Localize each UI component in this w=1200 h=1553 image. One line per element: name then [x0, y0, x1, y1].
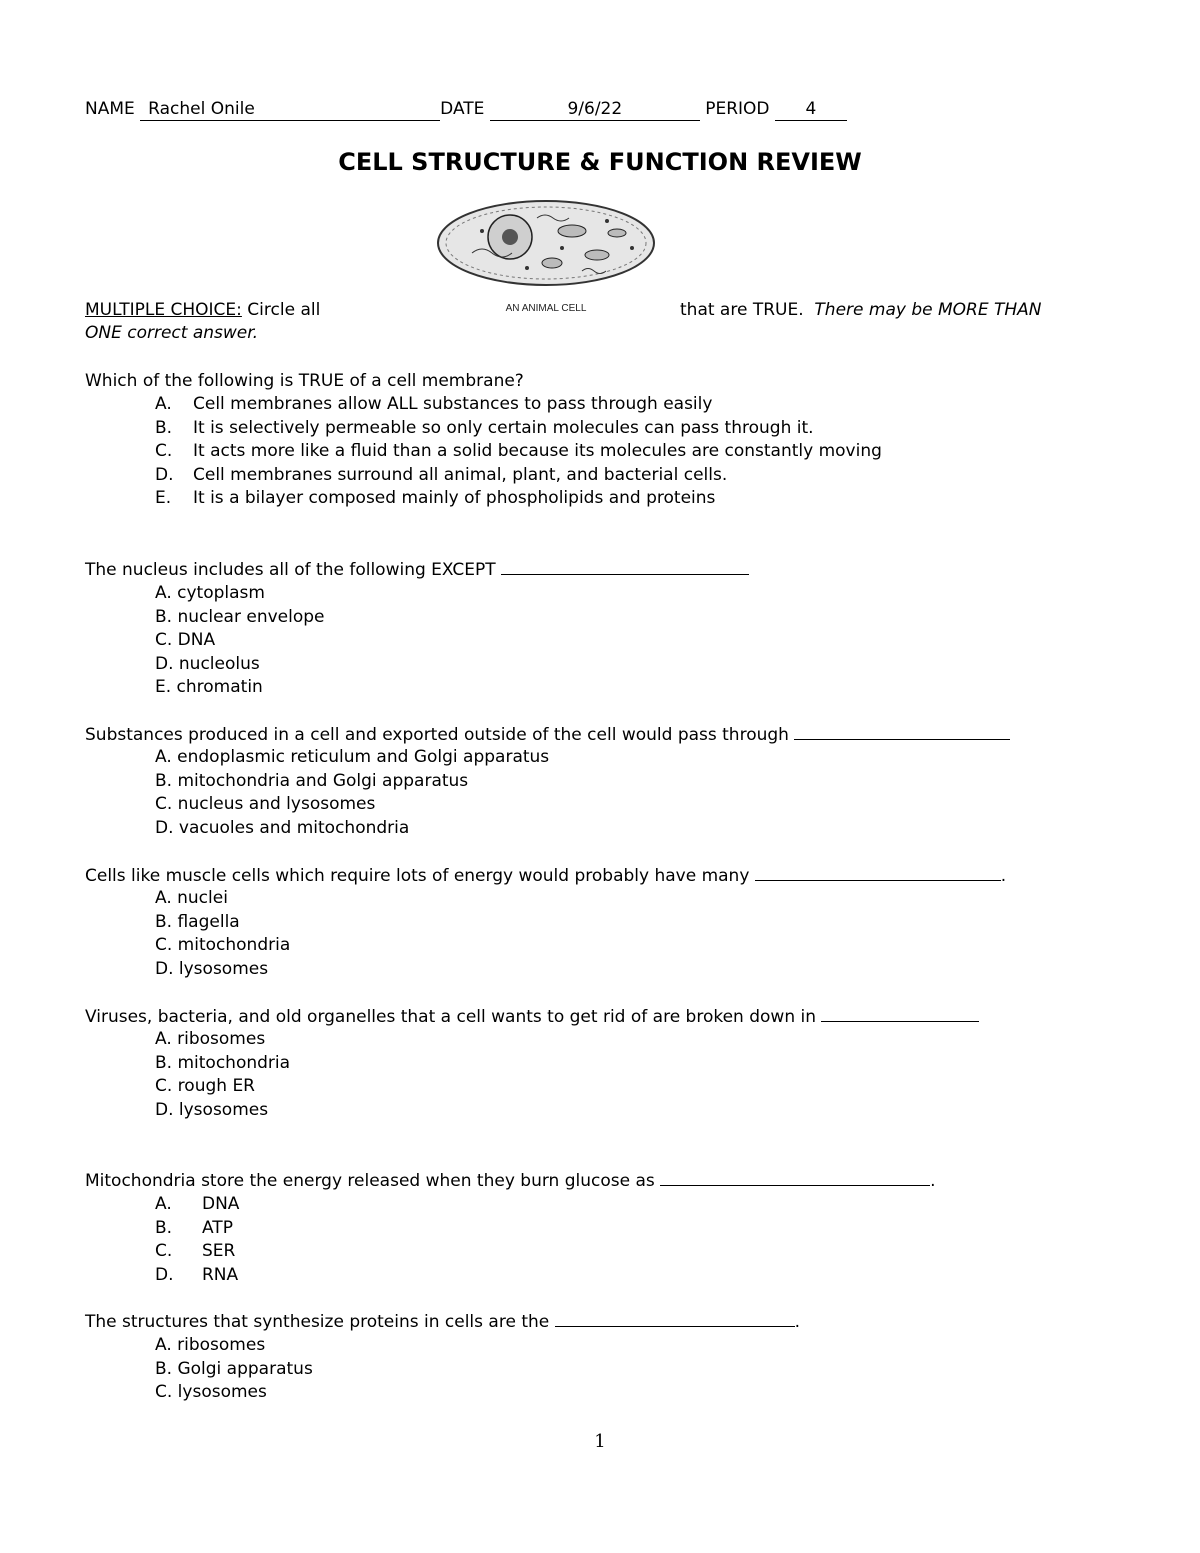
option-e[interactable]: E. It is a bilayer composed mainly of phospholipids and proteins	[155, 488, 716, 508]
option-a[interactable]: A. endoplasmic reticulum and Golgi apparatus	[155, 747, 550, 767]
question-7-prompt: The structures that synthesize proteins in cells are the .	[85, 1312, 801, 1332]
option-a[interactable]: A. ribosomes	[155, 1029, 266, 1049]
option-a[interactable]: A. DNA	[155, 1194, 240, 1214]
option-d[interactable]: D. Cell membranes surround all animal, plant, and bacterial cells.	[155, 464, 728, 485]
instructions-text: Circle all	[241, 300, 321, 320]
question-1-prompt: Which of the following is TRUE of a cell membrane?	[85, 371, 524, 391]
answer-blank[interactable]	[821, 1005, 979, 1022]
page-title: CELL STRUCTURE & FUNCTION REVIEW	[338, 148, 862, 176]
name-field[interactable]: Rachel Onile	[140, 98, 440, 121]
option-b[interactable]: B. mitochondria	[155, 1052, 291, 1073]
question-4-options	[155, 887, 290, 981]
option-b[interactable]: B. Golgi apparatus	[155, 1358, 313, 1379]
instructions-line-1b: that are TRUE. There may be MORE THAN	[680, 300, 1042, 320]
question-6-options	[155, 1193, 239, 1287]
question-2-options	[155, 582, 325, 700]
option-b[interactable]: B. It is selectively permeable so only certain molecules can pass through it.	[155, 417, 814, 438]
image-caption: AN ANIMAL CELL	[505, 303, 587, 314]
instructions-line-1	[85, 299, 320, 321]
option-b[interactable]: B. nuclear envelope	[155, 606, 325, 627]
name-label: NAME	[85, 99, 135, 119]
option-a[interactable]: A. Cell membranes allow ALL substances to pass through easily	[155, 394, 713, 414]
period-label: PERIOD	[705, 99, 770, 119]
option-a[interactable]: A. nuclei	[155, 888, 228, 908]
question-1-options	[155, 393, 953, 511]
option-b[interactable]: B. flagella	[155, 911, 240, 932]
option-d[interactable]: D. lysosomes	[155, 1099, 269, 1120]
option-d[interactable]: D. lysosomes	[155, 958, 269, 979]
question-5-prompt: Viruses, bacteria, and old organelles that a cell wants to get rid of are broken down in	[85, 1005, 979, 1030]
date-label: DATE	[440, 99, 485, 119]
option-c[interactable]: C. It acts more like a fluid than a solid because its molecules are constantly moving	[155, 441, 882, 461]
option-c[interactable]: C. nucleus and lysosomes	[155, 794, 376, 814]
answer-blank[interactable]	[794, 723, 1010, 740]
option-c[interactable]: C. lysosomes	[155, 1382, 267, 1402]
option-d[interactable]: D. RNA	[155, 1264, 239, 1285]
period-field[interactable]: 4	[775, 98, 847, 121]
question-7-options	[155, 1334, 313, 1405]
question-6-prompt: Mitochondria store the energy released when they burn glucose as .	[85, 1171, 936, 1191]
instructions-line-2: ONE correct answer.	[85, 323, 259, 343]
answer-blank[interactable]	[660, 1169, 930, 1186]
question-4-prompt: Cells like muscle cells which require lots of energy would probably have many .	[85, 866, 1007, 886]
option-d[interactable]: D. vacuoles and mitochondria	[155, 817, 410, 838]
option-b[interactable]: B. ATP	[155, 1217, 233, 1238]
option-c[interactable]: C. SER	[155, 1241, 236, 1261]
answer-blank[interactable]	[755, 864, 1001, 881]
animal-cell-illustration	[432, 193, 664, 315]
date-field[interactable]: 9/6/22	[490, 98, 700, 121]
option-e[interactable]: E. chromatin	[155, 677, 263, 697]
option-c[interactable]: C. mitochondria	[155, 935, 291, 955]
option-a[interactable]: A. ribosomes	[155, 1335, 266, 1355]
option-c[interactable]: C. rough ER	[155, 1076, 255, 1096]
answer-blank[interactable]	[555, 1310, 795, 1327]
header-line	[85, 98, 847, 121]
question-5-options	[155, 1028, 290, 1122]
option-c[interactable]: C. DNA	[155, 630, 216, 650]
answer-blank[interactable]	[501, 558, 749, 575]
page-number: 1	[594, 1431, 606, 1452]
option-a[interactable]: A. cytoplasm	[155, 583, 265, 603]
option-b[interactable]: B. mitochondria and Golgi apparatus	[155, 770, 469, 791]
question-2-prompt: The nucleus includes all of the following EXCEPT	[85, 558, 749, 583]
question-3-prompt: Substances produced in a cell and exported outside of the cell would pass through	[85, 723, 1010, 748]
question-3-options	[155, 746, 549, 840]
option-d[interactable]: D. nucleolus	[155, 653, 260, 674]
instructions-heading: MULTIPLE CHOICE:	[85, 300, 242, 320]
